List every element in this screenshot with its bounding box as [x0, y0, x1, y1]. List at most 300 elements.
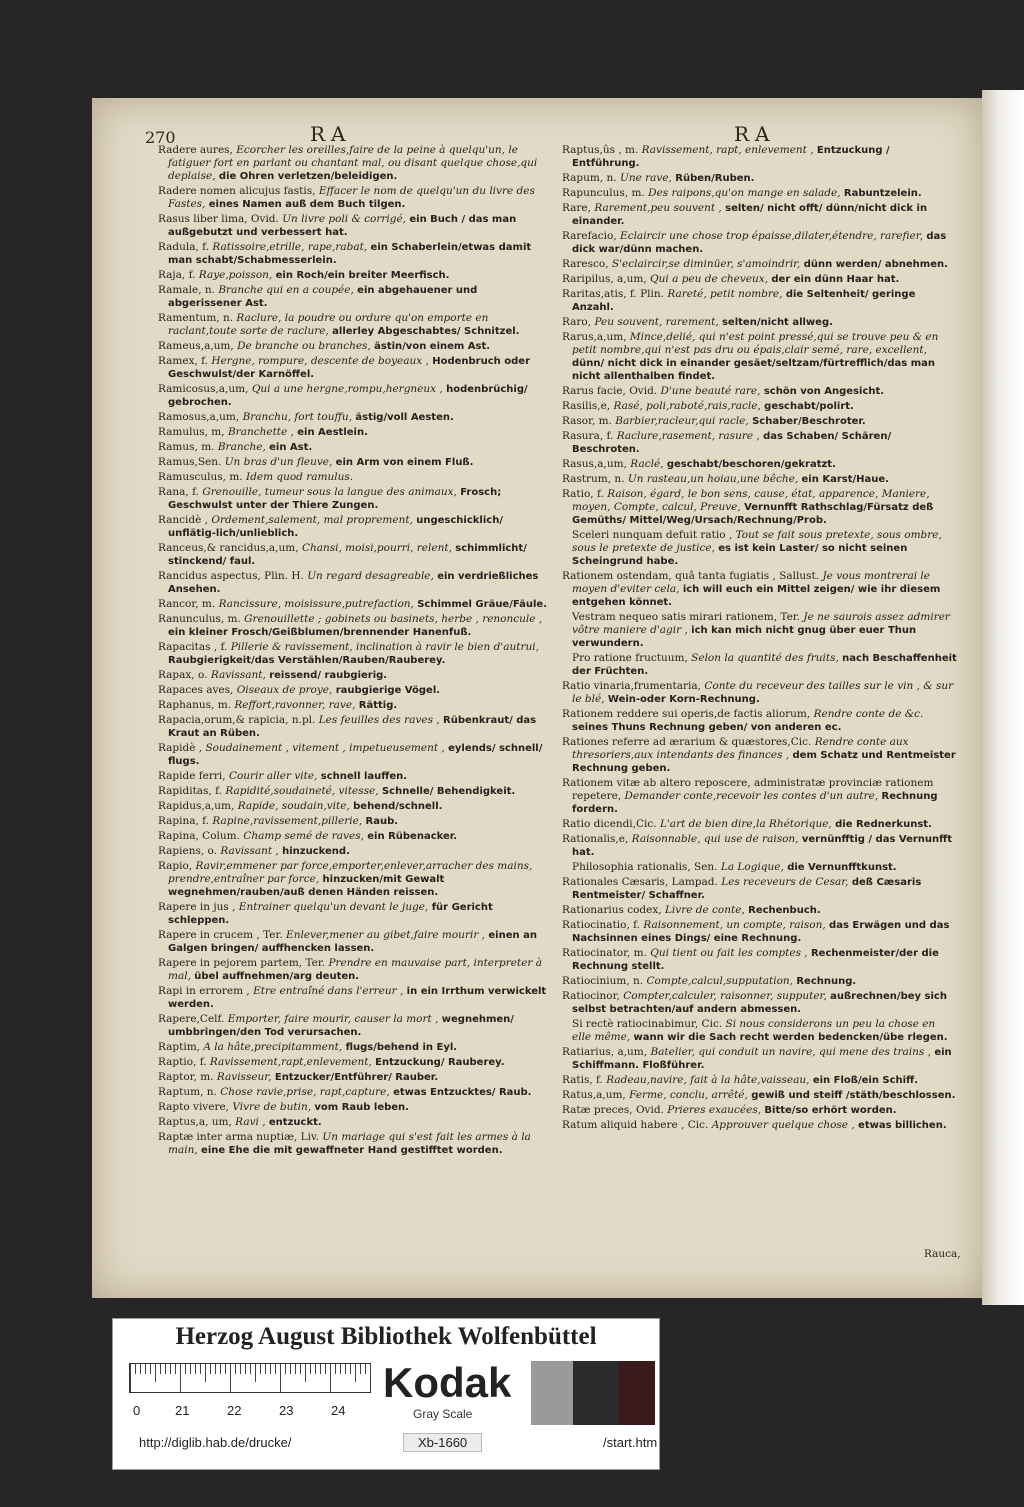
- entry-lemma: Rationales Cæsaris, Lampad.: [562, 876, 718, 888]
- dictionary-entry: [158, 785, 553, 798]
- entry-lemma: Si rectè ratiocinabimur, Cic.: [572, 1018, 723, 1030]
- dictionary-entry: [158, 340, 553, 353]
- dictionary-entry: [158, 213, 553, 239]
- entry-french: Qui a une hergne,rompu,hergneux ,: [251, 383, 443, 395]
- entry-german: Rechnung.: [796, 976, 857, 987]
- dictionary-entry: [562, 1089, 957, 1102]
- entry-german: ein Buch / das man außgebutzt und verbessert hat.: [168, 214, 517, 238]
- entry-german: ein verdrießliches Ansehen.: [168, 571, 539, 595]
- entry-german: Hodenbruch oder Geschwulst/der Karnöffel.: [168, 356, 530, 380]
- dictionary-entry: [158, 1101, 553, 1114]
- entry-french: Branchu, fort touffu,: [242, 411, 353, 423]
- dictionary-entry: [562, 876, 957, 902]
- ruler-tick: [235, 1364, 236, 1374]
- entry-french: Effacer le nom de quelqu'un du livre des Fastes,: [168, 185, 535, 210]
- entry-lemma: Radula, f.: [158, 241, 210, 253]
- entry-french: Ravi ,: [235, 1116, 266, 1128]
- scale-number: 23: [279, 1403, 294, 1418]
- dictionary-entry: [158, 641, 553, 667]
- ruler-tick: [365, 1364, 366, 1374]
- entry-lemma: Ratiocinium, n.: [562, 975, 644, 987]
- entry-french: Etre entraîné dans l'erreur ,: [253, 985, 404, 997]
- entry-german: etwas Entzucktes/ Raub.: [393, 1087, 532, 1098]
- ruler-tick: [270, 1364, 271, 1374]
- entry-lemma: Ramentum, n.: [158, 312, 234, 324]
- left-column: [158, 144, 553, 1159]
- entry-german: Raub.: [365, 816, 399, 827]
- entry-french: Rapide, soudain,vite,: [237, 800, 350, 812]
- entry-german: gewiß und steiff /stäth/beschlossen.: [751, 1090, 956, 1101]
- dictionary-entry: [158, 901, 553, 927]
- ruler-tick: [205, 1364, 206, 1382]
- entry-french: Champ semé de raves,: [243, 830, 364, 842]
- entry-french: Je vous montrerai le moyen d'eviter cela,: [572, 570, 930, 595]
- entry-french: Prieres exaucées,: [667, 1104, 762, 1116]
- shelfmark: Xb-1660: [403, 1433, 482, 1452]
- entry-french: Demander conte,recevoir les contes d'un autre,: [624, 790, 879, 802]
- entry-lemma: Raptio, f.: [158, 1056, 207, 1068]
- entry-lemma: Rationem vitæ ab altero reposcere, administratæ provinciæ rationem repetere,: [562, 777, 934, 802]
- ruler-tick: [280, 1364, 281, 1392]
- entry-french: Batelier, qui conduit un navire, qui mene des trains ,: [650, 1046, 931, 1058]
- dictionary-entry: [562, 570, 957, 609]
- color-target: [112, 1318, 660, 1470]
- dictionary-entry: [158, 742, 553, 768]
- dictionary-entry: [562, 400, 957, 413]
- entry-lemma: Ratum aliquid habere , Cic.: [562, 1119, 709, 1131]
- dictionary-entry: [158, 471, 553, 484]
- dictionary-entry: [562, 990, 957, 1016]
- entry-lemma: Rationem ostendam, quâ tanta fugiatis , Sallust.: [562, 570, 820, 582]
- entry-french: De branche ou branches,: [237, 340, 371, 352]
- entry-german: ein Arm von einem Fluß.: [335, 457, 474, 468]
- entry-lemma: Ratæ preces, Ovid.: [562, 1104, 664, 1116]
- entry-french: Barbier,racleur,qui racle,: [615, 415, 749, 427]
- entry-german: schnell lauffen.: [320, 771, 408, 782]
- entry-lemma: Ramale, n.: [158, 284, 215, 296]
- entry-german: das dick war/dünn machen.: [572, 231, 947, 255]
- entry-lemma: Raritas,atis, f. Plin.: [562, 288, 664, 300]
- entry-french: Un mariage qui s'est fait les armes à la main,: [168, 1131, 531, 1156]
- dictionary-entry: [158, 1086, 553, 1099]
- dictionary-entry: [158, 456, 553, 469]
- entry-german: die Vernunfftkunst.: [787, 862, 897, 873]
- entry-french: Je ne saurois assez admirer vôtre maniere d'agir ,: [572, 611, 950, 636]
- entry-lemma: Rasura, f.: [562, 430, 614, 442]
- ruler-tick: [310, 1364, 311, 1374]
- entry-german: flugs/behend in Eyl.: [345, 1042, 458, 1053]
- dictionary-entry: [158, 770, 553, 783]
- entry-french: Raison, égard, le bon sens, cause, état, apparence, Maniere, moyen, Compte, calcul, Preuve,: [572, 488, 930, 513]
- dictionary-entry: [562, 833, 957, 859]
- entry-german: ein Schiffmann. Floßführer.: [572, 1047, 952, 1071]
- entry-french: Hergne, rompure, descente de boyeaux ,: [211, 355, 429, 367]
- dictionary-entry: [562, 818, 957, 831]
- dictionary-entry: [562, 680, 957, 706]
- entry-french: Rasé, poli,raboté,rais,racle,: [613, 400, 761, 412]
- ruler-tick: [345, 1364, 346, 1374]
- dictionary-entry: [158, 570, 553, 596]
- dictionary-entry: [158, 312, 553, 338]
- entry-german: Entzucker/Entführer/ Rauber.: [274, 1072, 439, 1083]
- entry-lemma: Rarus facie, Ovid.: [562, 385, 658, 397]
- entry-german: Schaber/Beschroter.: [752, 416, 866, 427]
- entry-german: eines Namen auß dem Buch tilgen.: [208, 199, 406, 210]
- entry-german: Rüben/Ruben.: [675, 173, 755, 184]
- entry-german: die Ohren verletzen/beleidigen.: [218, 171, 398, 182]
- entry-french: Raclure,rasement, rasure ,: [616, 430, 760, 442]
- dictionary-entry: [158, 669, 553, 682]
- entry-lemma: Rancor, m.: [158, 598, 216, 610]
- ruler-tick: [195, 1364, 196, 1374]
- entry-french: Reffort,ravonner, rave,: [234, 699, 356, 711]
- entry-lemma: Rapiditas, f.: [158, 785, 222, 797]
- dictionary-entry: [562, 947, 957, 973]
- entry-french: Branchette ,: [227, 426, 294, 438]
- entry-german: nach Beschaffenheit der Früchten.: [572, 653, 957, 677]
- entry-french: Rendre conte de &c.: [813, 708, 924, 720]
- running-head-left: RA: [310, 122, 352, 146]
- entry-lemma: Ramulus, m,: [158, 426, 225, 438]
- entry-french: Tout se fait sous pretexte, sous ombre, sous le pretexte de justice,: [572, 529, 942, 554]
- entry-lemma: Rasus,a,um,: [562, 458, 627, 470]
- entry-german: eine Ehe die mit gewaffneter Hand gestifftet worden.: [201, 1145, 503, 1156]
- dictionary-entry: [158, 1013, 553, 1039]
- entry-lemma: Raro,: [562, 316, 592, 328]
- library-title: Herzog August Bibliothek Wolfenbüttel: [175, 1323, 597, 1350]
- entry-german: ein kleiner Frosch/Geißblumen/brennender Hanenfuß.: [168, 627, 472, 638]
- entry-lemma: Raptor, m.: [158, 1071, 214, 1083]
- entry-french: Mince,delié, qui n'est point pressé,qui se trouve peu & en petit nombre,qui n'est pas dru ou épais,clair semé, rare, excellent,: [572, 331, 939, 356]
- entry-german: schimmlicht/ stinckend/ faul.: [168, 543, 527, 567]
- dictionary-entry: [562, 861, 957, 874]
- entry-lemma: Raresco,: [562, 258, 609, 270]
- url-left: http://diglib.hab.de/drucke/: [139, 1435, 292, 1450]
- entry-french: Soudainement , vitement , impetueusement ,: [205, 742, 445, 754]
- dictionary-entry: [158, 241, 553, 267]
- entry-french: Chansi, moisi,pourri, relent,: [301, 542, 452, 554]
- ruler-tick: [315, 1364, 316, 1374]
- dictionary-entry: [158, 514, 553, 540]
- entry-french: Ravissement,rapt,enlevement,: [209, 1056, 372, 1068]
- entry-lemma: Ratus,a,um,: [562, 1089, 626, 1101]
- entry-lemma: Raphanus, m.: [158, 699, 232, 711]
- entry-german: schön von Angesicht.: [763, 386, 885, 397]
- entry-lemma: Rarus,a,um,: [562, 331, 627, 343]
- ruler-tick: [295, 1364, 296, 1374]
- dictionary-entry: [562, 288, 957, 314]
- entry-lemma: Pro ratione fructuum,: [572, 652, 688, 664]
- entry-lemma: Raja, f.: [158, 269, 196, 281]
- dictionary-entry: [158, 815, 553, 828]
- running-head-right: RA: [734, 122, 776, 146]
- entry-lemma: Rapere,Celf.: [158, 1013, 225, 1025]
- dictionary-entry: [158, 1041, 553, 1054]
- dictionary-entry: [562, 611, 957, 650]
- dictionary-entry: [562, 230, 957, 256]
- entry-german: ein Karst/Haue.: [801, 474, 889, 485]
- dictionary-entry: [158, 1131, 553, 1157]
- ruler-tick: [320, 1364, 321, 1374]
- ruler-tick: [145, 1364, 146, 1374]
- entry-lemma: Rationes referre ad ærarium & quæstores,Cic.: [562, 736, 812, 748]
- entry-french: Les receveurs de Cesar,: [721, 876, 849, 888]
- scale-ruler: [129, 1363, 371, 1393]
- ruler-tick: [220, 1364, 221, 1374]
- entry-german: ich kan mich nicht gnug über euer Thun verwundern.: [572, 625, 917, 649]
- entry-german: Raubgierigkeit/das Verstählen/Rauben/Rauberey.: [168, 655, 446, 666]
- dictionary-entry: [158, 284, 553, 310]
- entry-french: Rendre conte aux thresoriers,aux intendants des finances ,: [572, 736, 909, 761]
- entry-lemma: Rapaces aves,: [158, 684, 234, 696]
- entry-lemma: Rapacitas , f.: [158, 641, 228, 653]
- entry-french: Oiseaux de proye,: [236, 684, 333, 696]
- entry-french: Emporter, faire mourir, causer la mort ,: [227, 1013, 439, 1025]
- entry-german: ein Aestlein.: [297, 427, 368, 438]
- entry-german: übel auffnehmen/arg deuten.: [194, 971, 360, 982]
- entry-german: Rübenkraut/ das Kraut an Rüben.: [168, 715, 537, 739]
- scale-number: 21: [175, 1403, 190, 1418]
- entry-french: Enlever,mener au gibet,faire mourir ,: [286, 929, 486, 941]
- entry-lemma: Rapidus,a,um,: [158, 800, 235, 812]
- ruler-tick: [260, 1364, 261, 1374]
- entry-french: Qui a peu de cheveux,: [650, 273, 769, 285]
- entry-german: geschabt/beschoren/gekratzt.: [666, 459, 836, 470]
- entry-french: Qui tient ou fait les comptes ,: [650, 947, 808, 959]
- kodak-logo: Kodak: [383, 1359, 512, 1406]
- entry-french: Une rave,: [619, 172, 672, 184]
- dictionary-entry: [158, 1071, 553, 1084]
- entry-lemma: Raripilus, a,um,: [562, 273, 647, 285]
- gray-scale-label: Gray Scale: [413, 1407, 473, 1421]
- entry-lemma: Rare,: [562, 202, 591, 214]
- dictionary-entry: [158, 411, 553, 424]
- entry-french: Branche qui en a coupée,: [218, 284, 354, 296]
- ruler-tick: [155, 1364, 156, 1382]
- dictionary-entry: [158, 426, 553, 439]
- entry-french: L'art de bien dire,la Rhétorique,: [659, 818, 832, 830]
- entry-french: Ravir,emmener par force,emporter,enlever,arracher des mains, prendre,entraîner par force,: [168, 860, 533, 885]
- entry-lemma: Raptus,a, um,: [158, 1116, 232, 1128]
- entry-german: ein Schaberlein/etwas damit man schabt/Schabmesserlein.: [168, 242, 532, 266]
- entry-lemma: Ratis, f.: [562, 1074, 603, 1086]
- ruler-tick: [370, 1364, 371, 1374]
- entry-lemma: Ramus,Sen.: [158, 456, 222, 468]
- entry-german: Entzuckung / Entführung.: [572, 145, 890, 169]
- entry-lemma: Vestram nequeo satis mirari rationem, Ter.: [572, 611, 801, 623]
- entry-german: Rättig.: [358, 700, 398, 711]
- entry-french: Entrainer quelqu'un devant le juge,: [238, 901, 429, 913]
- dictionary-entry: [158, 441, 553, 454]
- dictionary-entry: [562, 488, 957, 527]
- entry-french: Rarement,peu souvent ,: [594, 202, 722, 214]
- ruler-tick: [150, 1364, 151, 1374]
- entry-german: ungeschicklich/ unflätig-lich/unlieblich.: [168, 515, 503, 539]
- dictionary-entry: [562, 258, 957, 271]
- entry-lemma: Radere aures,: [158, 144, 233, 156]
- entry-french: Raisonnable, qui use de raison,: [631, 833, 799, 845]
- dictionary-entry: [562, 458, 957, 471]
- right-column: [562, 144, 957, 1134]
- entry-german: Rechnung fordern.: [572, 791, 938, 815]
- scale-number: 24: [331, 1403, 346, 1418]
- ruler-tick: [250, 1364, 251, 1374]
- dictionary-page: [92, 98, 982, 1298]
- entry-lemma: Ranunculus, m.: [158, 613, 241, 625]
- entry-french: Courir aller vite,: [228, 770, 318, 782]
- entry-french: Rancissure, moisissure,putrefaction,: [218, 598, 414, 610]
- ruler-tick: [360, 1364, 361, 1374]
- entry-lemma: Rarefacio,: [562, 230, 617, 242]
- dictionary-entry: [562, 1046, 957, 1072]
- ruler-tick: [285, 1364, 286, 1374]
- dictionary-entry: [158, 957, 553, 983]
- entry-lemma: Raptus,ûs , m.: [562, 144, 639, 156]
- gray-swatch: [531, 1361, 573, 1425]
- dictionary-entry: [158, 486, 553, 512]
- entry-german: es ist kein Laster/ so nicht seinen Scheingrund habe.: [572, 543, 908, 567]
- entry-lemma: Rana, f.: [158, 486, 199, 498]
- dictionary-entry: [562, 187, 957, 200]
- entry-french: Les feuilles des raves ,: [318, 714, 440, 726]
- page-number: 270: [145, 128, 176, 147]
- entry-lemma: Rationarius codex,: [562, 904, 662, 916]
- ruler-tick: [160, 1364, 161, 1374]
- entry-german: Rechenbuch.: [748, 905, 821, 916]
- scale-number: 0: [133, 1403, 141, 1418]
- entry-german: für Gericht schleppen.: [168, 902, 493, 926]
- entry-german: deß Cæsaris Rentmeister/ Schaffner.: [572, 877, 922, 901]
- dictionary-entry: [158, 598, 553, 611]
- entry-lemma: Ratiarius, a,um,: [562, 1046, 648, 1058]
- entry-german: Bitte/so erhört worden.: [764, 1105, 897, 1116]
- entry-german: seines Thuns Rechnung geben/ von anderen ec.: [572, 722, 842, 733]
- dictionary-entry: [562, 1104, 957, 1117]
- entry-lemma: Rasilis,e,: [562, 400, 611, 412]
- dictionary-entry: [158, 860, 553, 899]
- entry-french: Un rasteau,un hoiau,une bêche,: [627, 473, 799, 485]
- dictionary-entry: [562, 919, 957, 945]
- ruler-tick: [350, 1364, 351, 1374]
- dictionary-entry: [158, 613, 553, 639]
- entry-lemma: Rapere in jus ,: [158, 901, 236, 913]
- entry-lemma: Ramus, m.: [158, 441, 215, 453]
- ruler-tick: [225, 1364, 226, 1374]
- entry-french: Raisonnement, un compte, raison,: [643, 919, 826, 931]
- entry-lemma: Rapio,: [158, 860, 193, 872]
- entry-german: entzuckt.: [268, 1117, 322, 1128]
- entry-german: dünn werden/ abnehmen.: [803, 259, 948, 270]
- entry-german: ein abgehauener und abgerissener Ast.: [168, 285, 478, 309]
- ruler-tick: [215, 1364, 216, 1374]
- entry-lemma: Rasor, m.: [562, 415, 612, 427]
- dictionary-entry: [562, 975, 957, 988]
- dictionary-entry: [158, 542, 553, 568]
- dictionary-entry: [562, 708, 957, 734]
- ruler-tick: [245, 1364, 246, 1374]
- entry-french: Rapidité,soudaineté, vitesse,: [225, 785, 379, 797]
- entry-lemma: Rapax, o.: [158, 669, 208, 681]
- entry-lemma: Rastrum, n.: [562, 473, 625, 485]
- dictionary-entry: [562, 144, 957, 170]
- ruler-tick: [330, 1364, 331, 1392]
- entry-german: Wein-oder Korn-Rechnung.: [607, 694, 760, 705]
- entry-german: in ein Irrthum verwickelt werden.: [168, 986, 547, 1010]
- entry-french: Ecorcher les oreilles,faire de la peine à quelqu'un, le fatiguer fort en parlant ou chantant mal, ou disant quelque chose,qui deplaise,: [168, 144, 538, 182]
- entry-lemma: Rapunculus, m.: [562, 187, 645, 199]
- entry-lemma: Rationem reddere sui operis,de factis aliorum,: [562, 708, 811, 720]
- url-right: /start.htm: [603, 1435, 658, 1450]
- entry-french: Ravissement, rapt, enlevement ,: [641, 144, 814, 156]
- entry-french: La Logique,: [720, 861, 784, 873]
- entry-german: ein Roch/ein breiter Meerfisch.: [275, 270, 450, 281]
- dictionary-entry: [562, 273, 957, 286]
- entry-french: Conte du receveur des tailles sur le vin , & sur le blé,: [572, 680, 954, 705]
- entry-german: der ein dünn Haar hat.: [771, 274, 900, 285]
- dictionary-entry: [158, 929, 553, 955]
- entry-lemma: Rapi in errorem ,: [158, 985, 250, 997]
- entry-german: außrechnen/bey sich selbst betrachten/auf andern abmessen.: [572, 991, 947, 1015]
- entry-french: Un regard desagreable,: [307, 570, 434, 582]
- entry-french: Ordement,salement, mal proprement,: [211, 514, 413, 526]
- entry-german: Frosch; Geschwulst unter der Thiere Zungen.: [168, 487, 502, 511]
- ruler-tick: [275, 1364, 276, 1374]
- darkest-swatch: [619, 1361, 655, 1425]
- dictionary-entry: [562, 904, 957, 917]
- entry-french: A la hâte,precipitamment,: [203, 1041, 343, 1053]
- dictionary-entry: [158, 1116, 553, 1129]
- dictionary-entry: [562, 777, 957, 816]
- entry-french: Chose ravie,prise, rapt,capture,: [220, 1086, 390, 1098]
- dictionary-entry: [158, 144, 553, 183]
- entry-lemma: Ratio vinaria,frumentaria,: [562, 680, 701, 692]
- entry-german: Schimmel Gräue/Fäule.: [417, 599, 547, 610]
- ruler-tick: [325, 1364, 326, 1374]
- entry-german: Vernunfft Rathschlag/Fürsatz deß Gemüths/ Mittel/Weg/Ursach/Rechnung/Prob.: [572, 502, 934, 526]
- scale-number: 22: [227, 1403, 242, 1418]
- entry-lemma: Ramex, f.: [158, 355, 209, 367]
- entry-lemma: Ratiocinator, m.: [562, 947, 647, 959]
- ruler-tick: [305, 1364, 306, 1382]
- entry-french: Radeau,navire, fait à la hâte,vaisseau,: [606, 1074, 810, 1086]
- dictionary-entry: [562, 430, 957, 456]
- entry-lemma: Ranceus,& rancidus,a,um,: [158, 542, 299, 554]
- ruler-tick: [190, 1364, 191, 1374]
- entry-lemma: Ratiocinor,: [562, 990, 620, 1002]
- entry-lemma: Rapiens, o.: [158, 845, 218, 857]
- dictionary-entry: [158, 800, 553, 813]
- entry-german: hinzucken/mit Gewalt wegnehmen/rauben/auß denen Händen reissen.: [168, 874, 445, 898]
- entry-german: ein Floß/ein Schiff.: [812, 1075, 918, 1086]
- entry-lemma: Rapere in pejorem partem, Ter.: [158, 957, 326, 969]
- entry-german: etwas billichen.: [858, 1120, 947, 1131]
- entry-french: Grenouillette ; gobinets ou basinets, herbe , renoncule ,: [244, 613, 543, 625]
- entry-lemma: Rapto vivere,: [158, 1101, 230, 1113]
- dictionary-entry: [158, 714, 553, 740]
- entry-french: Raclé,: [630, 458, 664, 470]
- entry-lemma: Rancidè ,: [158, 514, 209, 526]
- entry-french: Rapine,ravissement,pillerie,: [212, 815, 363, 827]
- ruler-tick: [340, 1364, 341, 1374]
- entry-german: Schnelle/ Behendigkeit.: [381, 786, 516, 797]
- dictionary-entry: [158, 830, 553, 843]
- dictionary-entry: [562, 652, 957, 678]
- dictionary-entry: [562, 385, 957, 398]
- entry-lemma: Ratio, f.: [562, 488, 604, 500]
- ruler-tick: [210, 1364, 211, 1374]
- ruler-tick: [255, 1364, 256, 1382]
- entry-french: Vivre de butin,: [232, 1101, 312, 1113]
